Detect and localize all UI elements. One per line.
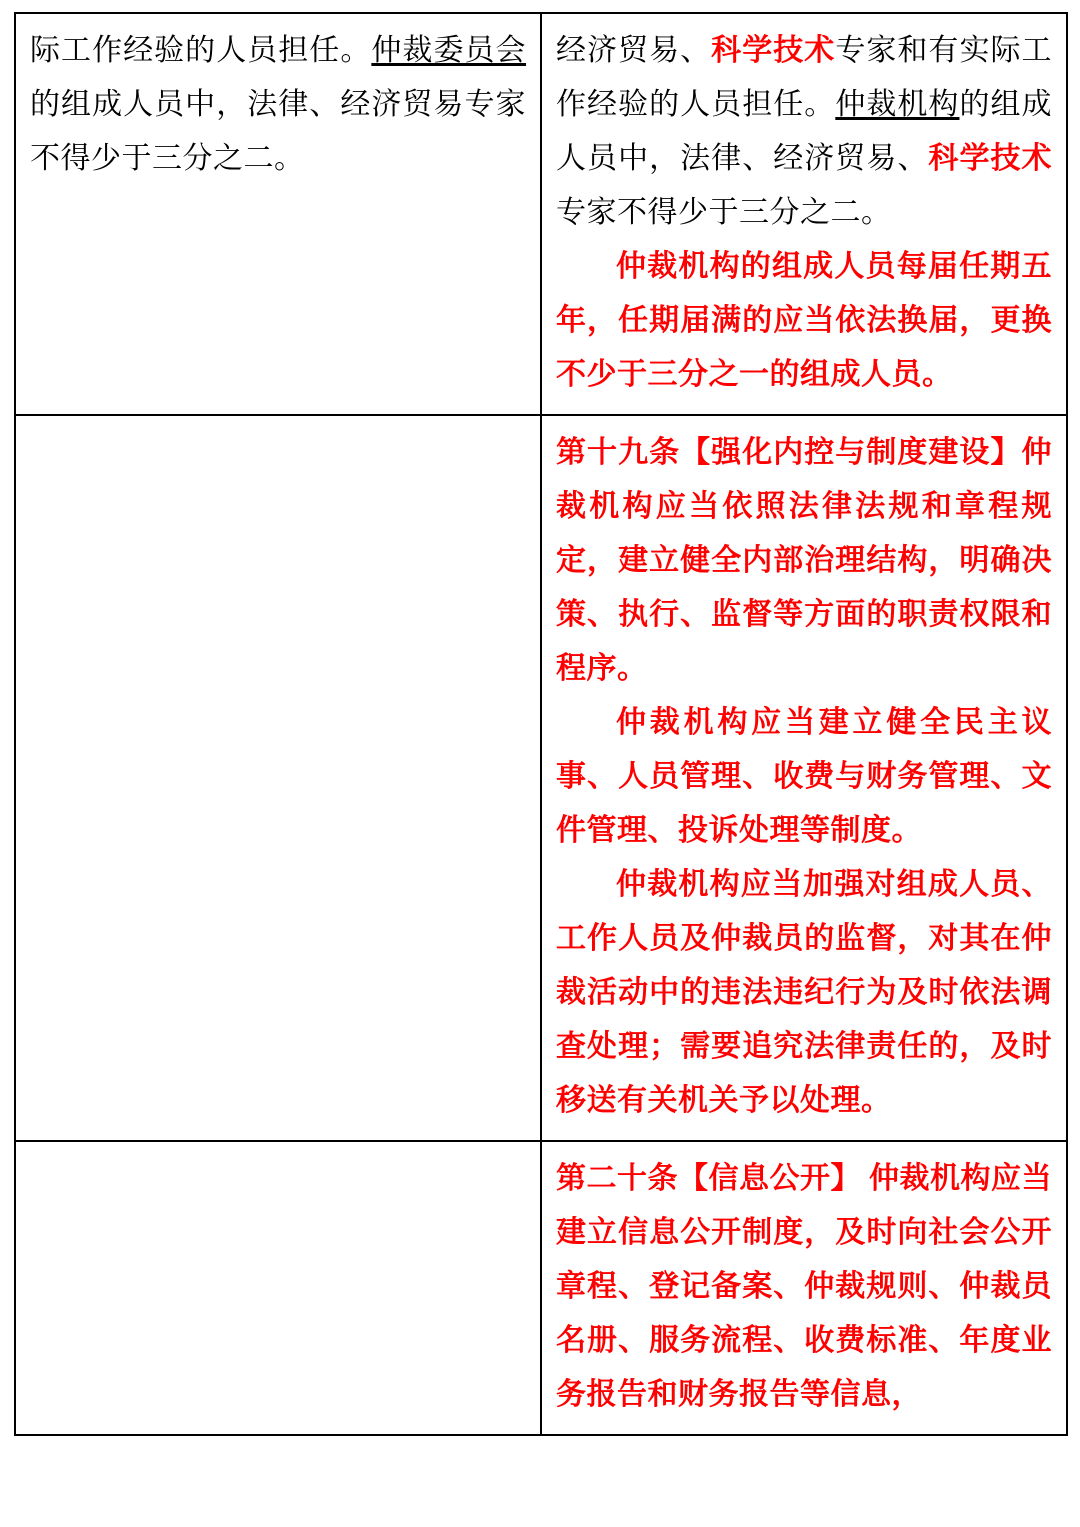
text-run: 的组成人员中，法律、经济贸易专家不得少于三分之二。	[30, 88, 526, 175]
table-row	[15, 415, 1067, 1141]
cell-content	[556, 1152, 1052, 1422]
text-run-revision: 科学技术	[928, 142, 1053, 175]
paragraph	[30, 24, 526, 186]
paragraph-revision: 仲裁机构的组成人员每届任期五年，任期届满的应当依法换届，更换不少于三分之一的组成人员。	[556, 250, 1052, 391]
comparison-table	[14, 12, 1068, 1436]
original-text-cell-empty	[15, 1141, 541, 1435]
original-text-cell	[15, 13, 541, 415]
table-body	[15, 13, 1067, 1435]
original-text-cell-empty	[15, 415, 541, 1141]
text-run: 的组成人员中，法律、经济贸易、	[556, 88, 1053, 175]
table-row	[15, 13, 1067, 415]
text-run: 专家和有实际工作经验的人员担任。	[556, 34, 1053, 121]
text-run-revision: 科学技术	[711, 34, 836, 67]
paragraph	[556, 24, 1052, 240]
text-run: 际工作经验的人员担任。	[30, 34, 372, 67]
cell-content	[30, 24, 526, 186]
table-row	[15, 1141, 1067, 1435]
revised-text-cell	[541, 415, 1067, 1141]
text-run-underlined: 仲裁机构	[835, 88, 960, 121]
paragraph-article-19-2: 仲裁机构应当建立健全民主议事、人员管理、收费与财务管理、文件管理、投诉处理等制度。	[556, 706, 1052, 847]
text-run-underlined: 仲裁委员会	[371, 34, 527, 67]
paragraph-article-20: 第二十条【信息公开】 仲裁机构应当建立信息公开制度，及时向社会公开章程、登记备案、仲裁规则、仲裁员名册、服务流程、收费标准、年度业务报告和财务报告等信息，	[556, 1162, 1052, 1411]
cell-content	[556, 24, 1052, 402]
cell-content	[556, 426, 1052, 1128]
paragraph-article-19: 第十九条【强化内控与制度建设】仲裁机构应当依照法律法规和章程规定，建立健全内部治理结构，明确决策、执行、监督等方面的职责权限和程序。	[556, 436, 1052, 685]
revised-text-cell	[541, 13, 1067, 415]
paragraph-article-19-3: 仲裁机构应当加强对组成人员、工作人员及仲裁员的监督，对其在仲裁活动中的违法违纪行为及时依法调查处理；需要追究法律责任的，及时移送有关机关予以处理。	[556, 868, 1052, 1117]
text-run: 专家不得少于三分之二。	[556, 196, 892, 229]
text-run: 经济贸易、	[556, 34, 712, 67]
revised-text-cell	[541, 1141, 1067, 1435]
